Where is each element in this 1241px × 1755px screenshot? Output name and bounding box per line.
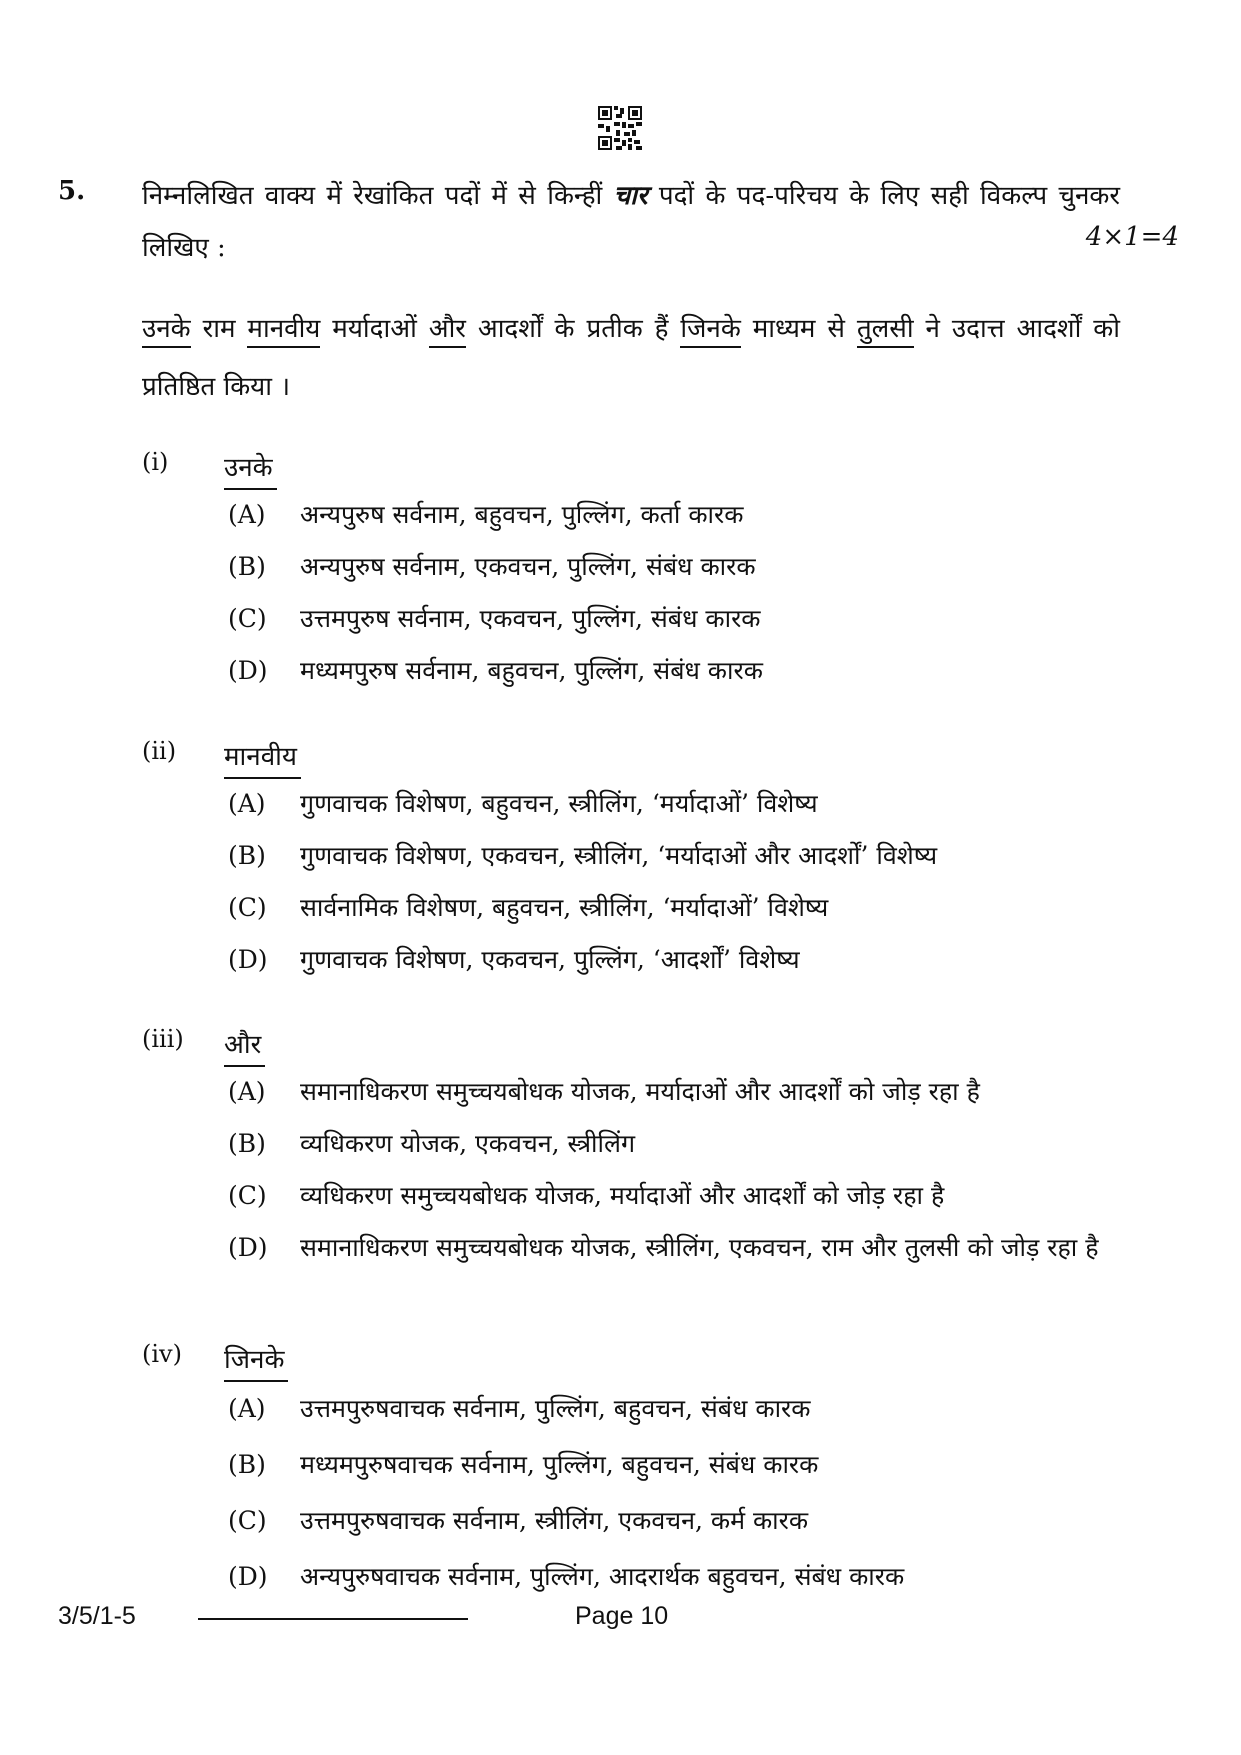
instruction-text-2: पदों के पद-परिचय के लिए सही विकल्प चुनकर लिखिए :	[142, 181, 1121, 263]
option-iv-c[interactable]	[228, 1500, 808, 1542]
subquestion-label: (ii)	[142, 737, 177, 765]
option-text: व्यधिकरण योजक, एकवचन, स्त्रीलिंग	[300, 1129, 636, 1158]
option-text: मध्यमपुरुषवाचक सर्वनाम, पुल्लिंग, बहुवचन, संबंध कारक	[300, 1450, 819, 1479]
question-number: 5.	[58, 176, 86, 206]
option-i-a[interactable]	[228, 494, 743, 536]
subquestion-term: उनके	[224, 448, 277, 490]
subquestion-term: मानवीय	[224, 737, 301, 779]
option-iii-b[interactable]	[228, 1123, 635, 1165]
underlined-word-aur: और	[429, 314, 466, 348]
option-ii-d[interactable]	[228, 939, 800, 981]
option-label: (B)	[228, 552, 266, 581]
option-label: (D)	[228, 1562, 268, 1591]
option-label: (B)	[228, 1450, 266, 1479]
option-text: गुणवाचक विशेषण, एकवचन, पुल्लिंग, ‘आदर्शों’ विशेष्य	[300, 945, 800, 974]
option-i-d[interactable]	[228, 650, 763, 692]
option-text: उत्तमपुरुषवाचक सर्वनाम, स्त्रीलिंग, एकवचन, कर्म कारक	[300, 1506, 809, 1535]
sentence-text: राम	[190, 314, 248, 344]
option-label: (C)	[228, 893, 267, 922]
option-text: गुणवाचक विशेषण, बहुवचन, स्त्रीलिंग, ‘मर्यादाओं’ विशेष्य	[300, 789, 818, 818]
option-label: (D)	[228, 945, 268, 974]
instruction-text-1: निम्नलिखित वाक्य में रेखांकित पदों में से किन्हीं	[142, 181, 603, 211]
option-label: (B)	[228, 1129, 266, 1158]
option-iii-a[interactable]	[228, 1071, 980, 1113]
option-iii-d[interactable]	[228, 1227, 1100, 1269]
option-label: (C)	[228, 1181, 267, 1210]
sentence-text: आदर्शों के प्रतीक हैं	[465, 314, 681, 344]
option-label: (A)	[228, 1394, 266, 1423]
option-iv-d[interactable]	[228, 1556, 904, 1598]
sentence-text: माध्यम से	[740, 314, 857, 344]
option-i-c[interactable]	[228, 598, 761, 640]
subquestion-label: (i)	[142, 448, 169, 476]
subquestion-label: (iii)	[142, 1025, 184, 1053]
option-text: उत्तमपुरुषवाचक सर्वनाम, पुल्लिंग, बहुवचन, संबंध कारक	[300, 1394, 811, 1423]
option-label: (B)	[228, 841, 266, 870]
option-iii-c[interactable]	[228, 1175, 944, 1217]
option-ii-b[interactable]	[228, 835, 937, 877]
option-label: (C)	[228, 604, 267, 633]
sentence-text: ने उदात्त आदर्शों को प्रतिष्ठित किया ।	[142, 314, 1120, 402]
sentence-text: मर्यादाओं	[320, 314, 429, 344]
option-text: अन्यपुरुषवाचक सर्वनाम, पुल्लिंग, आदरार्थक बहुवचन, संबंध कारक	[300, 1562, 905, 1591]
question-instruction	[142, 170, 1120, 274]
option-text: अन्यपुरुष सर्वनाम, बहुवचन, पुल्लिंग, कर्ता कारक	[300, 500, 744, 529]
subquestion-term: और	[224, 1025, 265, 1067]
underlined-word-unke: उनके	[142, 314, 191, 348]
option-text: मध्यमपुरुष सर्वनाम, बहुवचन, पुल्लिंग, संबंध कारक	[300, 656, 763, 685]
option-i-b[interactable]	[228, 546, 756, 588]
option-iv-b[interactable]	[228, 1444, 818, 1486]
option-text: सार्वनामिक विशेषण, बहुवचन, स्त्रीलिंग, ‘मर्यादाओं’ विशेष्य	[300, 893, 829, 922]
question-sentence	[142, 300, 1120, 416]
footer-divider	[198, 1618, 468, 1620]
instruction-keyword: चार	[613, 181, 648, 211]
marks-allocation: 4×1=4	[1085, 222, 1179, 252]
option-text: समानाधिकरण समुच्चयबोधक योजक, स्त्रीलिंग, एकवचन, राम और तुलसी को जोड़ रहा है	[300, 1233, 1099, 1262]
option-label: (A)	[228, 500, 266, 529]
option-text: समानाधिकरण समुच्चयबोधक योजक, मर्यादाओं और आदर्शों को जोड़ रहा है	[300, 1077, 980, 1106]
qr-code-icon	[598, 106, 642, 150]
page-number: Page 10	[575, 1602, 669, 1630]
underlined-word-tulsi: तुलसी	[857, 314, 914, 348]
option-ii-a[interactable]	[228, 783, 818, 825]
option-text: उत्तमपुरुष सर्वनाम, एकवचन, पुल्लिंग, संबंध कारक	[300, 604, 761, 633]
subquestion-term: जिनके	[224, 1340, 288, 1382]
paper-code: 3/5/1-5	[58, 1602, 136, 1630]
option-text: व्यधिकरण समुच्चयबोधक योजक, मर्यादाओं और आदर्शों को जोड़ रहा है	[300, 1181, 945, 1210]
subquestion-label: (iv)	[142, 1340, 182, 1368]
option-label: (D)	[228, 1233, 268, 1262]
option-text: गुणवाचक विशेषण, एकवचन, स्त्रीलिंग, ‘मर्यादाओं और आदर्शों’ विशेष्य	[300, 841, 938, 870]
underlined-word-manviya: मानवीय	[247, 314, 320, 348]
option-label: (A)	[228, 789, 266, 818]
option-text: अन्यपुरुष सर्वनाम, एकवचन, पुल्लिंग, संबंध कारक	[300, 552, 756, 581]
option-label: (A)	[228, 1077, 266, 1106]
option-label: (C)	[228, 1506, 267, 1535]
option-label: (D)	[228, 656, 268, 685]
underlined-word-jinke: जिनके	[680, 314, 740, 348]
option-ii-c[interactable]	[228, 887, 828, 929]
option-iv-a[interactable]	[228, 1388, 810, 1430]
